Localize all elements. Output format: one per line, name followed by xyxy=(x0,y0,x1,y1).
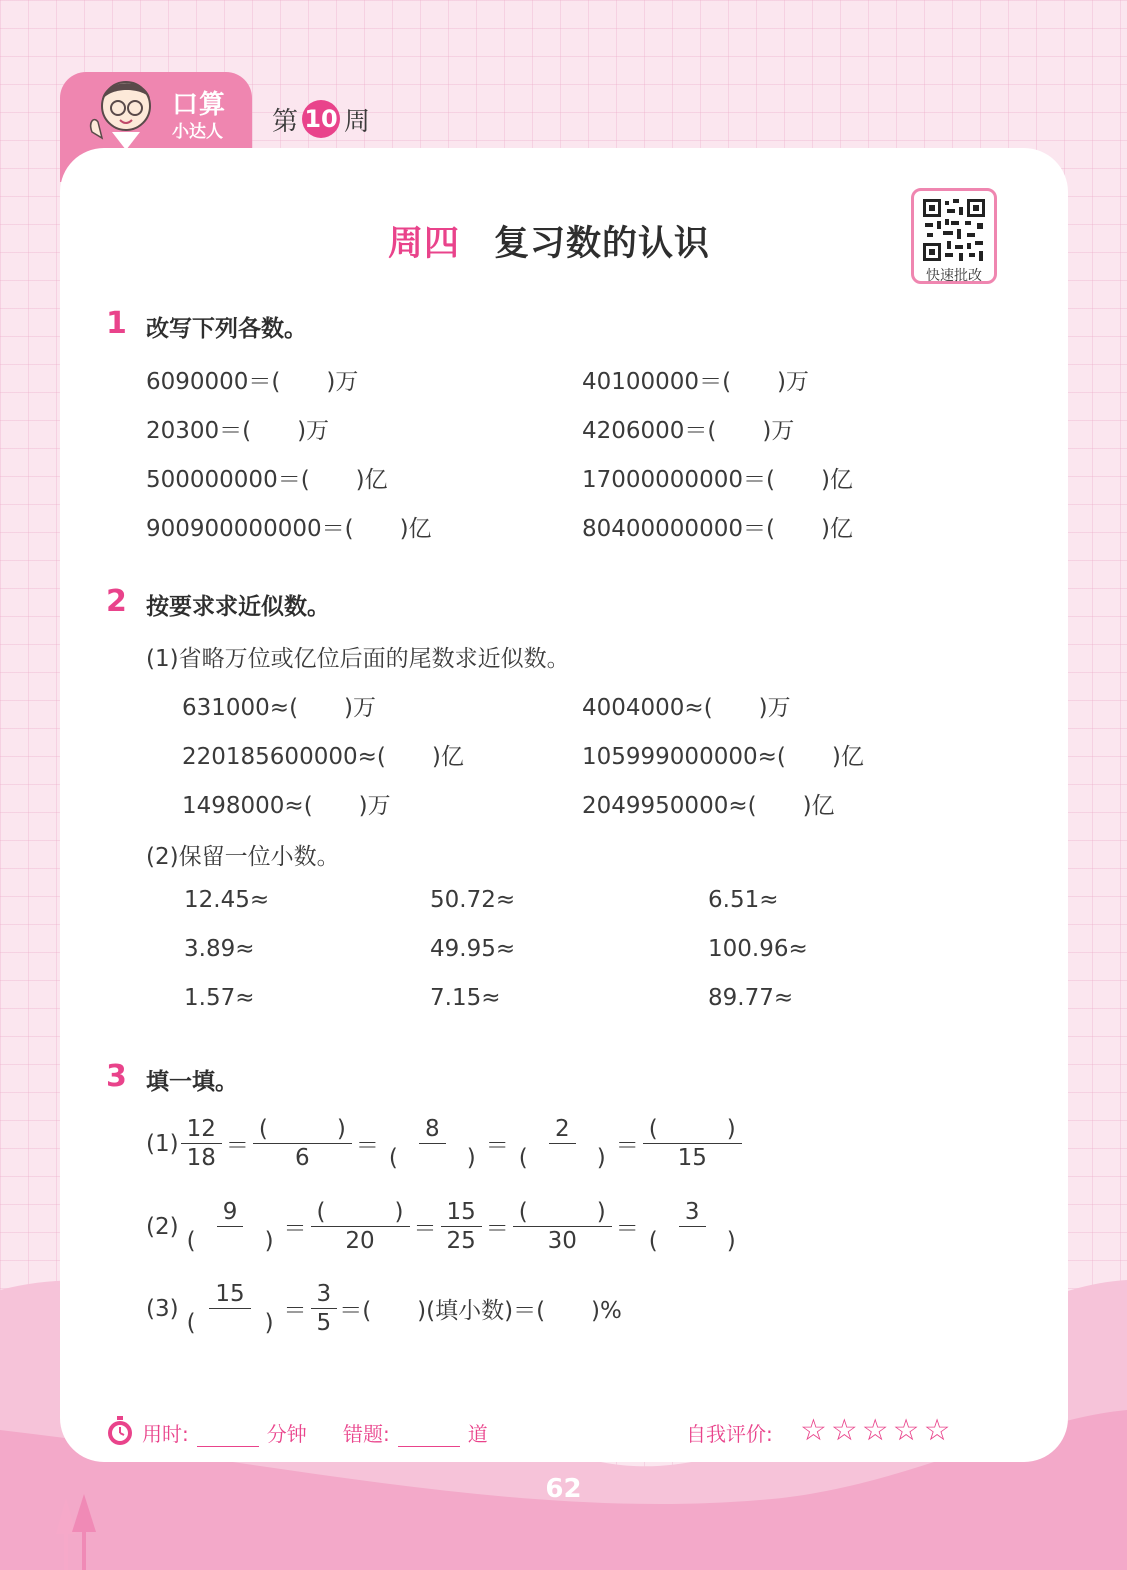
question-label: (3) xyxy=(146,1295,179,1322)
section-2-item[interactable]: 1498000≈( )万 xyxy=(182,793,391,819)
fraction-blank[interactable]: $\frac{( )}{30}$ xyxy=(513,1198,612,1255)
decimal-item[interactable]: 1.57≈ xyxy=(184,985,255,1011)
fraction-blank[interactable]: $\frac{15}{( )}$ xyxy=(186,1281,274,1336)
section-1-item[interactable]: 4206000＝( )万 xyxy=(582,418,795,444)
week-suffix: 周 xyxy=(344,106,371,137)
section-3-number: 3 xyxy=(106,1059,127,1094)
section-1-number: 1 xyxy=(106,306,127,341)
section-2-part-1-label: (1)省略万位或亿位后面的尾数求近似数。 xyxy=(146,646,570,672)
time-field[interactable]: 用时: 分钟 xyxy=(142,1422,307,1446)
section-2-part-2-label: (2)保留一位小数。 xyxy=(146,844,340,870)
mascot-icon xyxy=(82,72,164,152)
question-label: (2) xyxy=(146,1213,179,1240)
qr-code-box[interactable] xyxy=(911,188,997,284)
decimal-item[interactable]: 100.96≈ xyxy=(708,936,808,962)
fraction-blank[interactable]: $\frac{9}{( )}$ xyxy=(186,1199,274,1254)
stopwatch-icon xyxy=(106,1416,134,1446)
decimal-item[interactable]: 6.51≈ xyxy=(708,887,779,913)
question-3-tail[interactable]: ＝( )(填小数)＝( )% xyxy=(339,1298,622,1324)
error-field[interactable]: 错题: 道 xyxy=(343,1422,488,1446)
fraction-question-2[interactable]: (2) $\frac{9}{( )}$ ＝ $\frac{( )}{20}$ ＝ $\frac{15}{25}$ ＝ $\frac{( )}{30}$ ＝ $\frac{3}{( )}$ xyxy=(146,1198,744,1255)
section-2-title: 按要求求近似数。 xyxy=(146,594,330,620)
section-2-item[interactable]: 105999000000≈( )亿 xyxy=(582,744,864,770)
qr-label: 快速批改 xyxy=(926,268,982,284)
section-2-item[interactable]: 631000≈( )万 xyxy=(182,695,377,721)
decimal-item[interactable]: 89.77≈ xyxy=(708,985,794,1011)
section-2-item[interactable]: 220185600000≈( )亿 xyxy=(182,744,464,770)
decimal-item[interactable]: 50.72≈ xyxy=(430,887,516,913)
page-title xyxy=(388,216,710,266)
fraction: $\frac{3}{5}$ xyxy=(311,1280,338,1337)
self-eval-stars[interactable]: ☆☆☆☆☆ xyxy=(800,1413,955,1448)
section-1-item[interactable]: 6090000＝( )万 xyxy=(146,369,359,395)
fraction-question-3[interactable]: (3) $\frac{15}{( )}$ ＝ $\frac{3}{5}$ ＝( )(填小数)＝( )% xyxy=(146,1281,622,1336)
fraction-blank[interactable]: $\frac{2}{( )}$ xyxy=(518,1116,606,1171)
fraction: $\frac{15}{25}$ xyxy=(441,1198,482,1255)
time-blank[interactable] xyxy=(197,1429,259,1447)
week-number-badge: 10 xyxy=(302,100,340,138)
fraction-blank[interactable]: $\frac{( )}{15}$ xyxy=(643,1115,742,1172)
question-label: (1) xyxy=(146,1130,179,1157)
qr-code-icon xyxy=(921,197,987,263)
section-1-item[interactable]: 80400000000＝( )亿 xyxy=(582,516,853,542)
title-day: 周四 xyxy=(388,224,461,264)
fraction-blank[interactable]: $\frac{( )}{20}$ xyxy=(311,1198,410,1255)
self-eval-label: 自我评价: xyxy=(686,1422,773,1446)
section-2-item[interactable]: 4004000≈( )万 xyxy=(582,695,791,721)
fraction: $\frac{12}{18}$ xyxy=(181,1115,222,1172)
fraction-blank[interactable]: $\frac{( )}{6}$ xyxy=(253,1115,352,1172)
section-1-item[interactable]: 900900000000＝( )亿 xyxy=(146,516,432,542)
week-prefix: 第 xyxy=(272,106,299,137)
brand-subtitle: 小达人 xyxy=(172,122,223,142)
section-1-title: 改写下列各数。 xyxy=(146,316,307,342)
error-blank[interactable] xyxy=(398,1429,460,1447)
decimal-item[interactable]: 12.45≈ xyxy=(184,887,270,913)
fraction-blank[interactable]: $\frac{8}{( )}$ xyxy=(388,1116,476,1171)
decimal-item[interactable]: 7.15≈ xyxy=(430,985,501,1011)
decimal-item[interactable]: 3.89≈ xyxy=(184,936,255,962)
week-indicator xyxy=(272,100,370,138)
section-1-item[interactable]: 500000000＝( )亿 xyxy=(146,467,388,493)
section-3-title: 填一填。 xyxy=(146,1069,238,1095)
decimal-item[interactable]: 49.95≈ xyxy=(430,936,516,962)
brand-title: 口算 xyxy=(172,90,227,120)
section-1-item[interactable]: 17000000000＝( )亿 xyxy=(582,467,853,493)
section-2-number: 2 xyxy=(106,584,127,619)
fraction-question-1[interactable]: (1) $\frac{12}{18}$ ＝ $\frac{( )}{6}$ ＝ $\frac{8}{( )}$ ＝ $\frac{2}{( )}$ ＝ $\frac{( )}{15}$ xyxy=(146,1115,744,1172)
fraction-blank[interactable]: $\frac{3}{( )}$ xyxy=(648,1199,736,1254)
arrow-decoration-icon xyxy=(54,1494,98,1570)
title-name: 复习数的认识 xyxy=(494,224,711,264)
page-number: 62 xyxy=(545,1474,582,1504)
section-1-item[interactable]: 40100000＝( )万 xyxy=(582,369,810,395)
section-2-item[interactable]: 2049950000≈( )亿 xyxy=(582,793,835,819)
section-1-item[interactable]: 20300＝( )万 xyxy=(146,418,330,444)
